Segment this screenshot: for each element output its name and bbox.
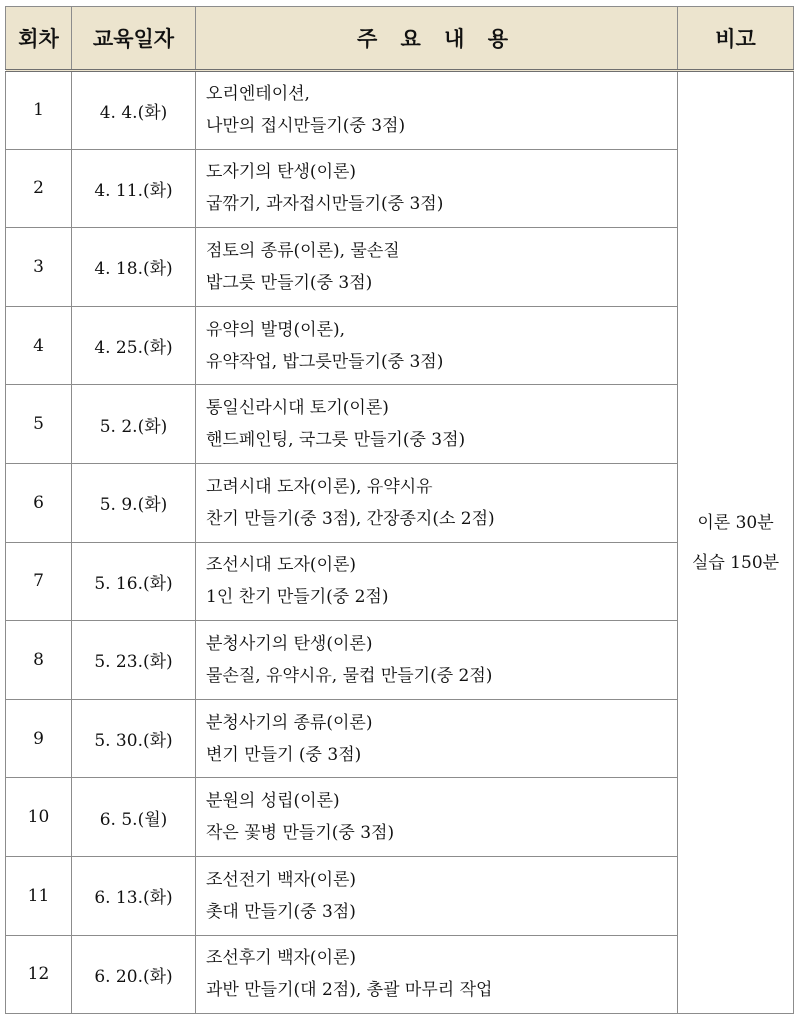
session-number: 4 — [6, 306, 72, 385]
session-number: 11 — [6, 856, 72, 935]
session-number: 7 — [6, 542, 72, 621]
table-row — [6, 542, 794, 621]
session-content — [196, 71, 678, 150]
content-line-1: 조선전기 백자(이론) — [206, 869, 357, 890]
table-row — [6, 228, 794, 307]
content-line-1: 점토의 종류(이론), 물손질 — [206, 240, 400, 261]
session-date: 4. 11.(화) — [72, 149, 196, 228]
session-number: 1 — [6, 71, 72, 150]
content-line-1: 통일신라시대 토기(이론) — [206, 398, 389, 419]
session-number: 8 — [6, 621, 72, 700]
session-content — [196, 385, 678, 464]
session-content — [196, 856, 678, 935]
table-row — [6, 71, 794, 150]
session-content — [196, 621, 678, 700]
content-line-2: 나만의 접시만들기(중 3점) — [206, 116, 406, 137]
note-cell — [678, 71, 794, 1014]
content-line-2: 1인 찬기 만들기(중 2점) — [206, 587, 389, 608]
schedule-body — [6, 71, 794, 1014]
session-content — [196, 778, 678, 857]
header-content: 주 요 내 용 — [196, 7, 678, 71]
session-number: 2 — [6, 149, 72, 228]
content-line-2: 촛대 만들기(중 3점) — [206, 901, 356, 922]
session-date: 5. 9.(화) — [72, 463, 196, 542]
session-date: 6. 13.(화) — [72, 856, 196, 935]
header-row — [6, 7, 794, 71]
content-line-1: 분청사기의 종류(이론) — [206, 712, 373, 733]
session-number: 5 — [6, 385, 72, 464]
session-number: 10 — [6, 778, 72, 857]
session-date: 5. 23.(화) — [72, 621, 196, 700]
session-date: 6. 5.(월) — [72, 778, 196, 857]
content-line-2: 밥그릇 만들기(중 3점) — [206, 272, 373, 293]
session-date: 4. 4.(화) — [72, 71, 196, 150]
content-line-1: 유약의 발명(이론), — [206, 319, 346, 340]
session-content — [196, 935, 678, 1014]
content-line-1: 조선후기 백자(이론) — [206, 948, 357, 969]
session-number: 9 — [6, 699, 72, 778]
session-date: 4. 18.(화) — [72, 228, 196, 307]
content-line-2: 유약작업, 밥그릇만들기(중 3점) — [206, 351, 444, 372]
content-line-1: 도자기의 탄생(이론) — [206, 162, 357, 183]
note-practice: 실습 150분 — [691, 552, 780, 573]
header-no: 회차 — [6, 7, 72, 71]
session-number: 3 — [6, 228, 72, 307]
session-number: 6 — [6, 463, 72, 542]
content-line-2: 핸드페인팅, 국그릇 만들기(중 3점) — [206, 430, 466, 451]
content-line-2: 작은 꽃병 만들기(중 3점) — [206, 823, 395, 844]
session-content — [196, 542, 678, 621]
table-row — [6, 463, 794, 542]
table-row — [6, 935, 794, 1014]
session-date: 5. 16.(화) — [72, 542, 196, 621]
content-line-1: 조선시대 도자(이론) — [206, 555, 357, 576]
table-row — [6, 621, 794, 700]
session-content — [196, 149, 678, 228]
table-row — [6, 306, 794, 385]
content-line-1: 분원의 성립(이론) — [206, 791, 340, 812]
session-number: 12 — [6, 935, 72, 1014]
content-line-2: 과반 만들기(대 2점), 총괄 마무리 작업 — [206, 980, 493, 1001]
session-content — [196, 306, 678, 385]
table-row — [6, 699, 794, 778]
session-content — [196, 699, 678, 778]
content-line-2: 찬기 만들기(중 3점), 간장종지(소 2점) — [206, 508, 495, 529]
header-date: 교육일자 — [72, 7, 196, 71]
session-date: 6. 20.(화) — [72, 935, 196, 1014]
session-date: 5. 30.(화) — [72, 699, 196, 778]
session-date: 5. 2.(화) — [72, 385, 196, 464]
session-content — [196, 463, 678, 542]
session-date: 4. 25.(화) — [72, 306, 196, 385]
table-row — [6, 856, 794, 935]
schedule-table — [5, 6, 794, 1014]
table-row — [6, 385, 794, 464]
session-content — [196, 228, 678, 307]
header-note: 비고 — [678, 7, 794, 71]
note-theory: 이론 30분 — [697, 512, 774, 533]
table-row — [6, 778, 794, 857]
content-line-1: 오리엔테이션, — [206, 84, 310, 105]
content-line-2: 변기 만들기 (중 3점) — [206, 744, 362, 765]
table-row — [6, 149, 794, 228]
content-line-2: 굽깎기, 과자접시만들기(중 3점) — [206, 194, 444, 215]
content-line-1: 고려시대 도자(이론), 유약시유 — [206, 476, 433, 497]
content-line-2: 물손질, 유약시유, 물컵 만들기(중 2점) — [206, 665, 493, 686]
content-line-1: 분청사기의 탄생(이론) — [206, 633, 373, 654]
